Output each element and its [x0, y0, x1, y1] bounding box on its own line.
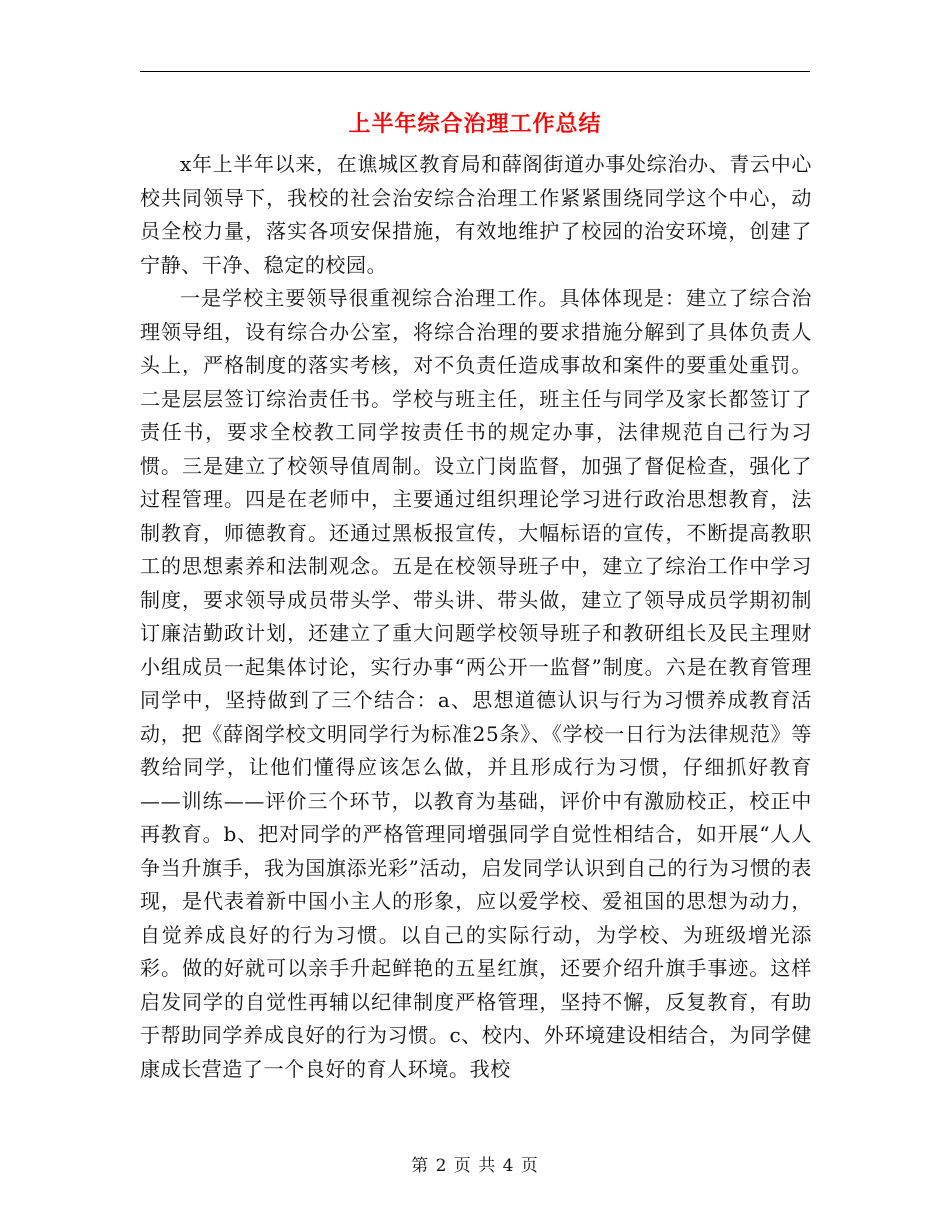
paragraph-intro: x年上半年以来，在谯城区教育局和薛阁街道办事处综治办、青云中心校共同领导下，我校的社会治安综合治理工作紧紧围绕同学这个中心，动员全校力量，落实各项安保措施，有效地维护了校园的治安环境，创建了宁静、干净、稳定的校园。: [140, 152, 812, 277]
paragraph-measures: 一是学校主要领导很重视综合治理工作。具体体现是：建立了综合治理领导组，设有综合办公室，将综合治理的要求措施分解到了具体负责人头上，严格制度的落实考核，对不负责任造成事故和案件的要重处重罚。二是层层签订综治责任书。学校与班主任，班主任与同学及家长都签订了责任书，要求全校教工同学按责任书的规定办事，法律规范自己行为习惯。三是建立了校领导值周制。设立门岗监督，加强了督促检查，强化了过程管理。四是在老师中，主要通过组织理论学习进行政治思想教育，法制教育，师德教育。还通过黑板报宣传，大幅标语的宣传，不断提高教职工的思想素养和法制观念。五是在校领导班子中，建立了综治工作中学习制度，要求领导成员带头学、带头讲、带头做，建立了领导成员学期初制订廉洁勤政计划，还建立了重大问题学校领导班子和教研组长及民主理财小组成员一起集体讨论，实行办事“两公开一监督”制度。六是在教育管理同学中，坚持做到了三个结合：a、思想道德认识与行为习惯养成教育活动，把《薛阁学校文明同学行为标准25条》、《学校一日行为法律规范》等教给同学，让他们懂得应该怎么做，并且形成行为习惯，仔细抓好教育——训练——评价三个环节，以教育为基础，评价中有激励校正，校正中再教育。b、把对同学的严格管理同增强同学自觉性相结合，如开展“人人争当升旗手，我为国旗添光彩”活动，启发同学认识到自己的行为习惯的表现，是代表着新中国小主人的形象，应以爱学校、爱祖国的思想为动力，自觉养成良好的行为习惯。以自己的实际行动，为学校、为班级增光添彩。做的好就可以亲手升起鲜艳的五星红旗，还要介绍升旗手事迹。这样启发同学的自觉性再辅以纪律制度严格管理，坚持不懈，反复教育，有助于帮助同学养成良好的行为习惯。c、校内、外环境建设相结合，为同学健康成长营造了一个良好的育人环境。我校: [140, 286, 812, 1081]
page-footer: 第 2 页 共 4 页: [411, 1156, 539, 1176]
document-body: [140, 148, 812, 1086]
document-title: 上半年综合治理工作总结: [348, 112, 602, 137]
header-rule: [140, 71, 810, 72]
